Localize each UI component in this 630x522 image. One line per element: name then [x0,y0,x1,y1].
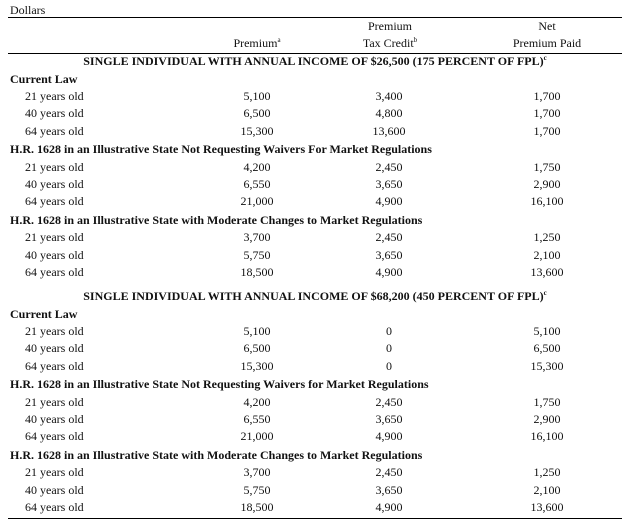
age-label: 64 years old [25,123,84,138]
premium-value: 18,500 [240,265,274,279]
age-label: 21 years old [25,394,84,409]
tax-credit-footnote-marker: b [413,36,418,44]
tax-credit-value: 3,650 [375,177,403,191]
net-premium-value: 1,750 [533,159,561,174]
tax-credit-value: 3,650 [375,247,403,262]
age-label: 40 years old [25,412,84,426]
net-premium-value: 2,100 [533,482,561,497]
premium-value: 21,000 [240,429,274,444]
premium-value: 5,100 [243,324,271,338]
section-footnote-marker: c [543,289,547,297]
premium-value: 6,550 [243,412,271,426]
age-label: 40 years old [25,106,84,121]
table-row [0,411,630,428]
group-title: Current Law [10,71,78,86]
age-label: 21 years old [25,89,84,103]
tax-credit-value: 4,800 [375,106,403,121]
net-premium-value: 2,900 [533,412,561,426]
net-premium-value: 16,100 [530,194,564,209]
table-row [0,428,630,445]
premium-value: 15,300 [240,123,274,138]
net-premium-value: 16,100 [530,429,564,444]
tax-credit-value: 4,900 [375,265,403,279]
premium-value: 5,750 [243,482,271,497]
age-label: 21 years old [25,230,84,245]
group-title: Current Law [10,306,78,321]
group-title: H.R. 1628 in an Illustrative State with Moderate Changes to Market Regulations [10,447,423,462]
units-label: Dollars [10,3,46,17]
premium-value: 3,700 [243,465,271,480]
column-header-premium [212,35,302,52]
tax-credit-value: 3,650 [375,412,403,426]
age-label: 21 years old [25,324,84,338]
net-premium-value: 5,100 [533,324,561,338]
net-premium-value: 1,700 [533,106,561,121]
age-label: 64 years old [25,429,84,444]
age-label: 64 years old [25,194,84,209]
tax-credit-value: 4,900 [375,500,403,514]
net-premium-value: 1,750 [533,394,561,409]
table-row [0,340,630,357]
table-row [0,264,630,281]
premium-value: 18,500 [240,500,274,514]
group-title: H.R. 1628 in an Illustrative State Not Requesting Waivers For Market Regulations [10,142,432,157]
net-premium-value: 6,500 [533,341,561,356]
net-premium-value: 2,900 [533,177,561,191]
tax-credit-value: 2,450 [375,159,403,174]
age-label: 40 years old [25,482,84,497]
age-label: 64 years old [25,358,84,373]
net-premium-value: 13,600 [530,265,564,279]
section-banner-text: SINGLE INDIVIDUAL WITH ANNUAL INCOME OF $68,200 (450 PERCENT OF FPL) [83,289,544,303]
age-label: 64 years old [25,500,84,514]
table-row [0,499,630,516]
age-label: 21 years old [25,465,84,480]
table-row [0,229,630,246]
tax-credit-value: 3,650 [375,482,403,497]
premium-value: 4,200 [243,394,271,409]
age-label: 64 years old [25,265,84,279]
premium-value: 5,100 [243,89,271,103]
net-premium-value: 1,250 [533,465,561,480]
premium-footnote-marker: a [277,36,281,44]
table-row [0,323,630,340]
tax-credit-header-line1: Premium [368,19,412,33]
tax-credit-value: 2,450 [375,465,403,480]
premium-value: 21,000 [240,194,274,209]
premium-value: 6,500 [243,341,271,356]
net-premium-value: 15,300 [530,358,564,373]
tax-credit-value: 3,400 [375,89,403,103]
premium-value: 4,200 [243,159,271,174]
net-premium-value: 1,250 [533,230,561,245]
age-label: 40 years old [25,177,84,191]
table-row [0,159,630,176]
table-row [0,482,630,499]
group-title: H.R. 1628 in an Illustrative State Not Requesting Waivers for Market Regulations [10,377,429,392]
tax-credit-value: 13,600 [372,123,406,138]
group-title: H.R. 1628 in an Illustrative State with Moderate Changes to Market Regulations [10,212,423,227]
net-header-line1: Net [538,19,556,33]
section-footnote-marker: c [543,54,547,62]
section-banner [0,288,630,305]
table-row [0,105,630,122]
premium-value: 6,500 [243,106,271,121]
tax-credit-value: 2,450 [375,230,403,245]
table-row [0,176,630,193]
premium-value: 6,550 [243,177,271,191]
premium-value: 5,750 [243,247,271,262]
table-row [0,464,630,481]
net-premium-value: 1,700 [533,123,561,138]
net-premium-value: 1,700 [533,89,561,103]
table-row [0,394,630,411]
section-banner [0,53,630,70]
premium-value: 15,300 [240,358,274,373]
tax-credit-value: 0 [386,324,392,338]
premium-value: 3,700 [243,230,271,245]
tax-credit-header-line2: Tax Credit [362,36,414,50]
net-header-line2: Premium Paid [512,36,582,50]
section-banner-text: SINGLE INDIVIDUAL WITH ANNUAL INCOME OF $26,500 (175 PERCENT OF FPL) [83,54,544,68]
tax-credit-value: 4,900 [375,429,403,444]
column-header-net-premium [497,18,597,52]
age-label: 40 years old [25,247,84,262]
age-label: 40 years old [25,341,84,356]
table-row [0,247,630,264]
tax-credit-value: 0 [386,358,392,373]
tax-credit-value: 4,900 [375,194,403,209]
net-premium-value: 2,100 [533,247,561,262]
age-label: 21 years old [25,159,84,174]
table-row [0,358,630,375]
table-row [0,193,630,210]
net-premium-value: 13,600 [530,500,564,514]
premium-header-text: Premium [233,36,278,50]
column-header-tax-credit [330,18,450,52]
tax-credit-value: 0 [386,341,392,356]
table-row [0,123,630,140]
tax-credit-value: 2,450 [375,394,403,409]
table-row [0,88,630,105]
bottom-rule [8,518,622,519]
